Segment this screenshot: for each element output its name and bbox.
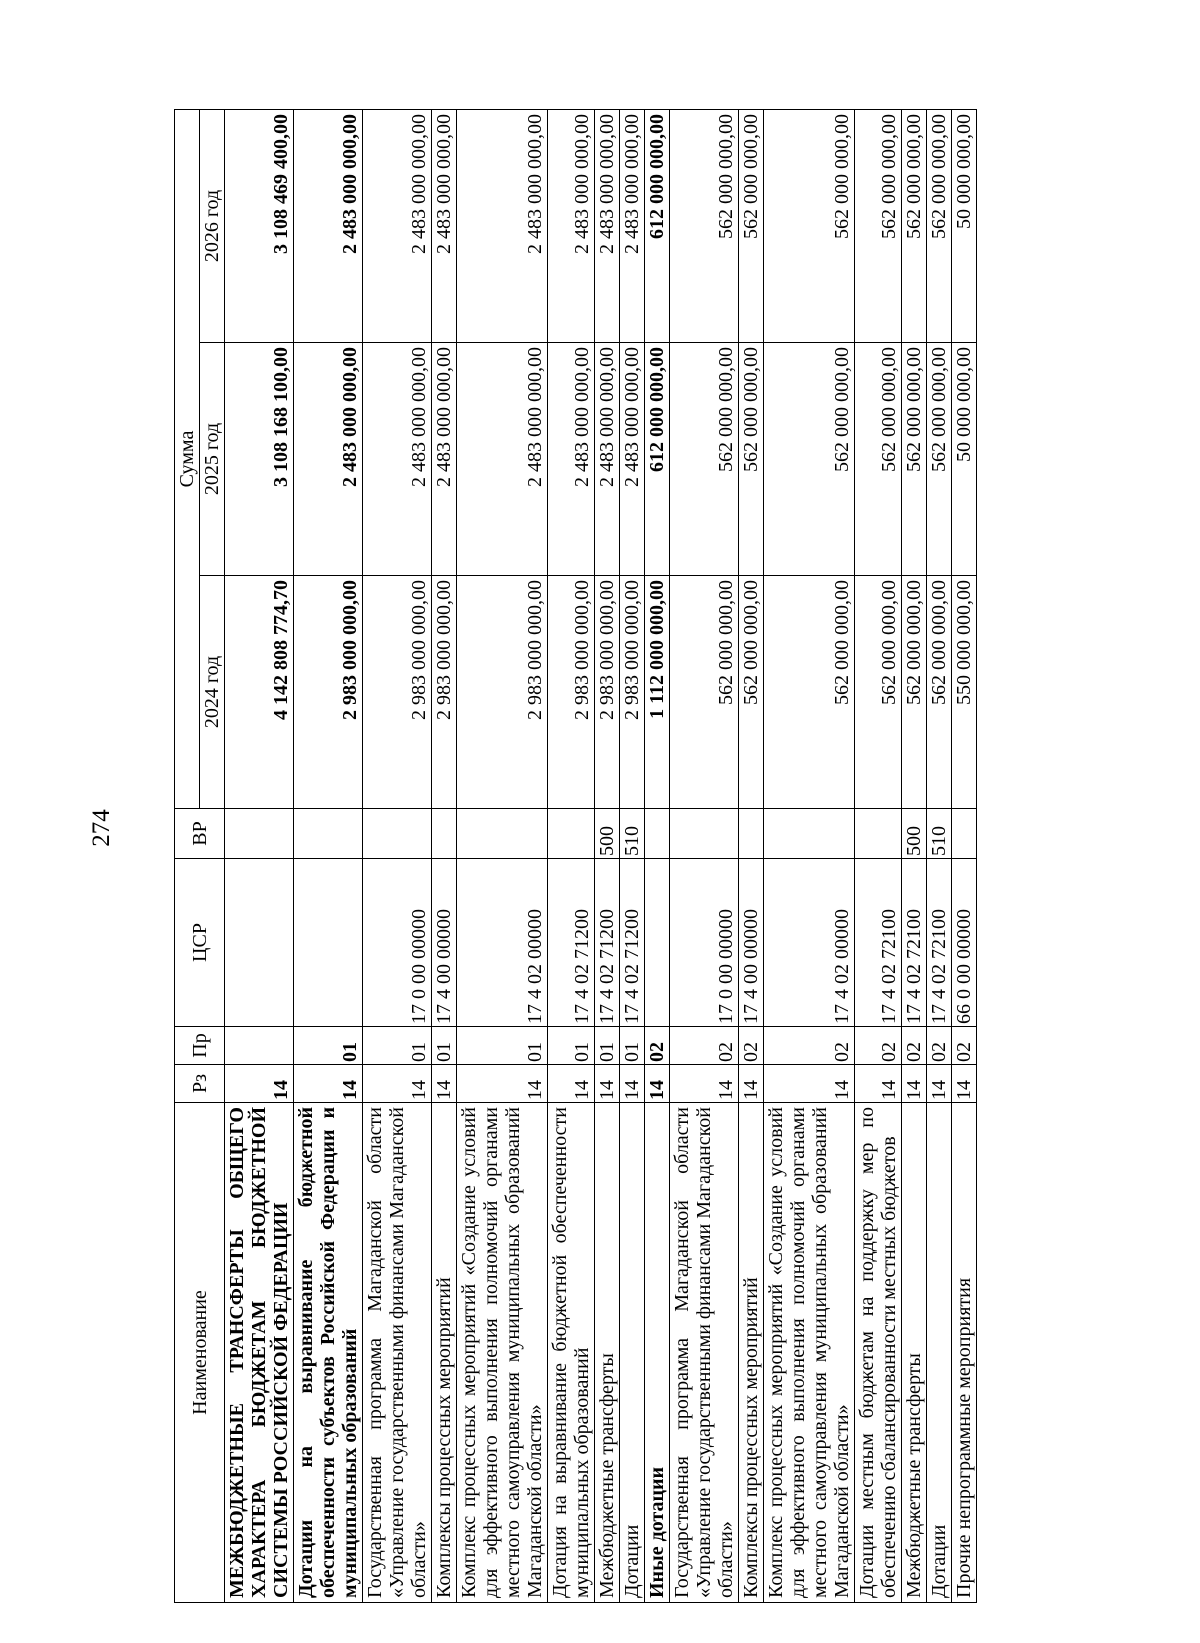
- table-row: [457, 109, 548, 1602]
- cell-pr: 01: [620, 1027, 645, 1065]
- table-body: [225, 109, 977, 1602]
- cell-rz: 14: [548, 1065, 595, 1103]
- cell-y2024: 2 983 000 000,00: [457, 576, 548, 809]
- cell-vr: [739, 809, 764, 859]
- table-row: [927, 109, 952, 1602]
- table-row: [620, 109, 645, 1602]
- header-csr: ЦСР: [175, 859, 225, 1027]
- cell-name: Государственная программа Магаданской области «Управление государственными финансами Магаданской области»: [670, 1103, 739, 1603]
- cell-csr: 17 4 00 00000: [432, 859, 457, 1027]
- table-row: [855, 109, 902, 1602]
- cell-y2025: 562 000 000,00: [902, 343, 927, 576]
- cell-y2025: 612 000 000,00: [645, 343, 670, 576]
- cell-csr: [645, 859, 670, 1027]
- cell-vr: 500: [902, 809, 927, 859]
- cell-name: МЕЖБЮДЖЕТНЫЕ ТРАНСФЕРТЫ ОБЩЕГО ХАРАКТЕРА БЮДЖЕТАМ БЮДЖЕТНОЙ СИСТЕМЫ РОССИЙСКОЙ ФЕДЕРАЦИИ: [225, 1103, 294, 1603]
- cell-y2024: 2 983 000 000,00: [595, 576, 620, 809]
- cell-rz: 14: [902, 1065, 927, 1103]
- cell-y2026: 562 000 000,00: [902, 109, 927, 342]
- header-sum: Сумма: [175, 109, 200, 808]
- cell-y2024: 2 983 000 000,00: [363, 576, 432, 809]
- cell-pr: 02: [764, 1027, 855, 1065]
- cell-rz: 14: [432, 1065, 457, 1103]
- cell-vr: [432, 809, 457, 859]
- cell-vr: [294, 809, 363, 859]
- cell-y2026: 562 000 000,00: [739, 109, 764, 342]
- cell-csr: [294, 859, 363, 1027]
- cell-y2024: 1 112 000 000,00: [645, 576, 670, 809]
- cell-y2024: 2 983 000 000,00: [620, 576, 645, 809]
- cell-y2026: 562 000 000,00: [855, 109, 902, 342]
- cell-rz: 14: [952, 1065, 977, 1103]
- cell-pr: 01: [432, 1027, 457, 1065]
- header-2024: 2024 год: [200, 576, 225, 809]
- cell-pr: 01: [457, 1027, 548, 1065]
- cell-name: Комплекс процессных мероприятий «Создание условий для эффективного выполнения полномочий органами местного самоуправления муниципальных образований Магаданской области»: [764, 1103, 855, 1603]
- cell-y2025: 562 000 000,00: [670, 343, 739, 576]
- cell-pr: 02: [927, 1027, 952, 1065]
- cell-vr: [457, 809, 548, 859]
- table-row: [952, 109, 977, 1602]
- cell-y2024: 562 000 000,00: [670, 576, 739, 809]
- header-rz: Рз: [175, 1065, 225, 1103]
- header-vr: ВР: [175, 809, 225, 859]
- cell-pr: 02: [902, 1027, 927, 1065]
- cell-y2025: 562 000 000,00: [855, 343, 902, 576]
- cell-pr: [225, 1027, 294, 1065]
- cell-pr: 02: [645, 1027, 670, 1065]
- cell-csr: 17 4 02 00000: [764, 859, 855, 1027]
- cell-csr: 17 0 00 00000: [670, 859, 739, 1027]
- cell-y2024: 2 983 000 000,00: [432, 576, 457, 809]
- cell-pr: 02: [739, 1027, 764, 1065]
- cell-name: Дотации: [620, 1103, 645, 1603]
- cell-pr: 02: [855, 1027, 902, 1065]
- cell-y2026: 2 483 000 000,00: [595, 109, 620, 342]
- cell-csr: 17 4 02 71200: [595, 859, 620, 1027]
- table-row: [363, 109, 432, 1602]
- cell-name: Дотации: [927, 1103, 952, 1603]
- cell-vr: [670, 809, 739, 859]
- cell-vr: [363, 809, 432, 859]
- cell-rz: 14: [294, 1065, 363, 1103]
- cell-name: Межбюджетные трансферты: [902, 1103, 927, 1603]
- cell-rz: 14: [457, 1065, 548, 1103]
- cell-csr: 17 4 02 71200: [620, 859, 645, 1027]
- rotated-table-container: [174, 110, 1146, 1603]
- cell-name: Комплексы процессных мероприятий: [432, 1103, 457, 1603]
- cell-csr: [225, 859, 294, 1027]
- cell-csr: 17 4 00 00000: [739, 859, 764, 1027]
- cell-y2026: 2 483 000 000,00: [548, 109, 595, 342]
- cell-y2026: 562 000 000,00: [927, 109, 952, 342]
- table-row: [645, 109, 670, 1602]
- cell-csr: 17 4 02 71200: [548, 859, 595, 1027]
- cell-pr: 02: [670, 1027, 739, 1065]
- cell-rz: 14: [764, 1065, 855, 1103]
- cell-y2025: 2 483 000 000,00: [432, 343, 457, 576]
- cell-pr: 01: [363, 1027, 432, 1065]
- cell-y2025: 562 000 000,00: [739, 343, 764, 576]
- cell-vr: [225, 809, 294, 859]
- cell-vr: 510: [927, 809, 952, 859]
- table-row: [225, 109, 294, 1602]
- cell-rz: 14: [225, 1065, 294, 1103]
- cell-csr: 17 0 00 00000: [363, 859, 432, 1027]
- cell-y2025: 562 000 000,00: [927, 343, 952, 576]
- cell-y2026: 562 000 000,00: [670, 109, 739, 342]
- budget-table: [174, 109, 977, 1603]
- cell-y2024: 4 142 808 774,70: [225, 576, 294, 809]
- cell-pr: 01: [548, 1027, 595, 1065]
- cell-y2024: 550 000 000,00: [952, 576, 977, 809]
- cell-y2025: 562 000 000,00: [764, 343, 855, 576]
- cell-pr: 02: [952, 1027, 977, 1065]
- cell-rz: 14: [620, 1065, 645, 1103]
- cell-vr: 510: [620, 809, 645, 859]
- cell-y2026: 2 483 000 000,00: [620, 109, 645, 342]
- cell-y2025: 2 483 000 000,00: [595, 343, 620, 576]
- cell-y2024: 2 983 000 000,00: [294, 576, 363, 809]
- cell-vr: [952, 809, 977, 859]
- cell-name: Комплексы процессных мероприятий: [739, 1103, 764, 1603]
- cell-y2024: 562 000 000,00: [927, 576, 952, 809]
- cell-vr: [764, 809, 855, 859]
- header-2026: 2026 год: [200, 109, 225, 342]
- table-row: [432, 109, 457, 1602]
- cell-y2025: 2 483 000 000,00: [548, 343, 595, 576]
- table-row: [764, 109, 855, 1602]
- cell-rz: 14: [739, 1065, 764, 1103]
- cell-y2026: 2 483 000 000,00: [457, 109, 548, 342]
- cell-rz: 14: [595, 1065, 620, 1103]
- cell-y2024: 562 000 000,00: [855, 576, 902, 809]
- cell-rz: 14: [363, 1065, 432, 1103]
- cell-y2025: 2 483 000 000,00: [457, 343, 548, 576]
- cell-vr: [645, 809, 670, 859]
- page-number: 274: [88, 809, 115, 847]
- cell-y2026: 2 483 000 000,00: [294, 109, 363, 342]
- cell-csr: 17 4 02 72100: [855, 859, 902, 1027]
- cell-y2026: 612 000 000,00: [645, 109, 670, 342]
- cell-y2024: 2 983 000 000,00: [548, 576, 595, 809]
- cell-y2024: 562 000 000,00: [739, 576, 764, 809]
- cell-rz: 14: [645, 1065, 670, 1103]
- cell-y2024: 562 000 000,00: [902, 576, 927, 809]
- cell-name: Дотация на выравнивание бюджетной обеспеченности муниципальных образований: [548, 1103, 595, 1603]
- cell-rz: 14: [670, 1065, 739, 1103]
- cell-name: Межбюджетные трансферты: [595, 1103, 620, 1603]
- table-row: [670, 109, 739, 1602]
- table-row: [595, 109, 620, 1602]
- header-2025: 2025 год: [200, 343, 225, 576]
- cell-y2024: 562 000 000,00: [764, 576, 855, 809]
- cell-csr: 17 4 02 00000: [457, 859, 548, 1027]
- cell-csr: 66 0 00 00000: [952, 859, 977, 1027]
- cell-vr: 500: [595, 809, 620, 859]
- cell-name: Иные дотации: [645, 1103, 670, 1603]
- cell-y2026: 3 108 469 400,00: [225, 109, 294, 342]
- cell-name: Дотации местным бюджетам на поддержку мер по обеспечению сбалансированности местных бюджетов: [855, 1103, 902, 1603]
- table-row: [739, 109, 764, 1602]
- header-pr: Пр: [175, 1027, 225, 1065]
- cell-y2026: 562 000 000,00: [764, 109, 855, 342]
- cell-pr: 01: [294, 1027, 363, 1065]
- cell-y2025: 3 108 168 100,00: [225, 343, 294, 576]
- cell-name: Прочие непрограммные мероприятия: [952, 1103, 977, 1603]
- cell-y2025: 50 000 000,00: [952, 343, 977, 576]
- table-row: [902, 109, 927, 1602]
- table-row: [548, 109, 595, 1602]
- cell-rz: 14: [927, 1065, 952, 1103]
- header-name: Наименование: [175, 1103, 225, 1603]
- cell-csr: 17 4 02 72100: [927, 859, 952, 1027]
- cell-y2026: 2 483 000 000,00: [432, 109, 457, 342]
- cell-name: Дотации на выравнивание бюджетной обеспеченности субъектов Российской Федерации и муниципальных образований: [294, 1103, 363, 1603]
- cell-name: Государственная программа Магаданской области «Управление государственными финансами Магаданской области»: [363, 1103, 432, 1603]
- cell-csr: 17 4 02 72100: [902, 859, 927, 1027]
- cell-y2025: 2 483 000 000,00: [294, 343, 363, 576]
- cell-y2025: 2 483 000 000,00: [363, 343, 432, 576]
- table-row: [294, 109, 363, 1602]
- cell-name: Комплекс процессных мероприятий «Создание условий для эффективного выполнения полномочий органами местного самоуправления муниципальных образований Магаданской области»: [457, 1103, 548, 1603]
- cell-y2025: 2 483 000 000,00: [620, 343, 645, 576]
- cell-rz: 14: [855, 1065, 902, 1103]
- cell-pr: 01: [595, 1027, 620, 1065]
- cell-y2026: 50 000 000,00: [952, 109, 977, 342]
- cell-vr: [548, 809, 595, 859]
- cell-vr: [855, 809, 902, 859]
- cell-y2026: 2 483 000 000,00: [363, 109, 432, 342]
